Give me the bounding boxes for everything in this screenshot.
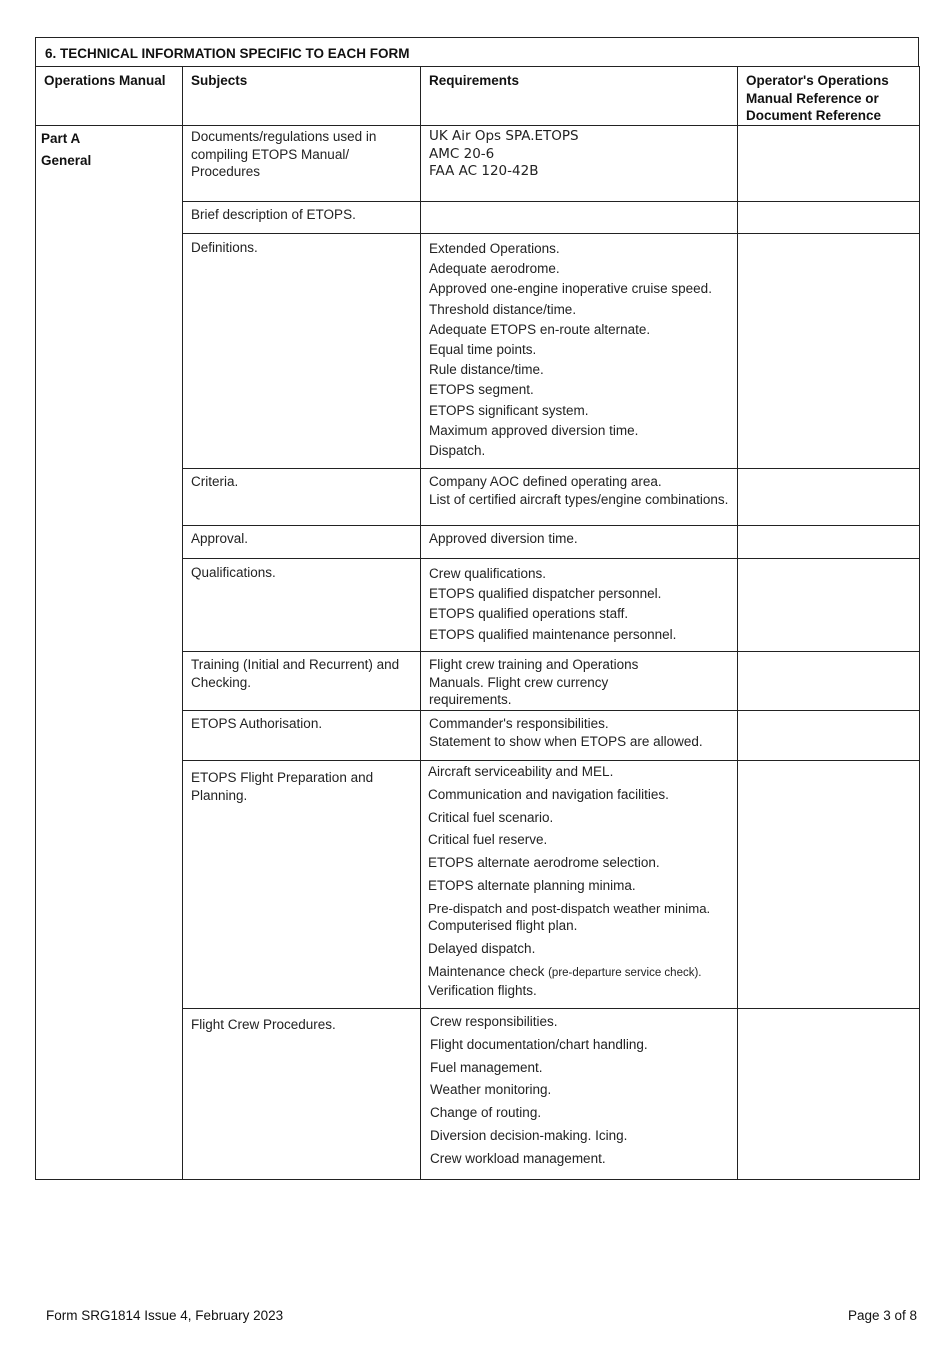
requirement-item: Critical fuel reserve. xyxy=(428,832,548,848)
requirements-cell xyxy=(421,559,738,652)
requirement-item: Delayed dispatch. xyxy=(428,940,536,956)
requirement-text: Maintenance check xyxy=(428,963,545,979)
technical-info-form xyxy=(35,37,919,1180)
reference-input[interactable] xyxy=(738,469,920,526)
requirements-cell xyxy=(421,711,738,761)
requirement-item: ETOPS qualified operations staff. xyxy=(429,606,629,622)
reference-input[interactable] xyxy=(738,711,920,761)
reference-input[interactable] xyxy=(738,652,920,711)
requirements-cell xyxy=(421,1009,738,1180)
subject-cell: Approval. xyxy=(183,526,421,559)
requirement-item: FAA AC 120-42B xyxy=(429,163,539,179)
subject-cell: Flight Crew Procedures. xyxy=(183,1009,421,1180)
requirement-item: Aircraft serviceability and MEL. xyxy=(428,764,614,779)
requirement-item: Flight crew training and Operations Manuals. Flight crew currency requirements. xyxy=(429,657,639,707)
requirement-item: Critical fuel scenario. xyxy=(428,809,554,825)
requirement-item: ETOPS qualified maintenance personnel. xyxy=(429,626,677,642)
requirement-item: Statement to show when ETOPS are allowed. xyxy=(429,733,703,749)
requirement-item: Fuel management. xyxy=(430,1059,543,1075)
reference-input[interactable] xyxy=(738,234,920,469)
requirement-item: Adequate aerodrome. xyxy=(429,261,560,277)
requirement-item: ETOPS qualified dispatcher personnel. xyxy=(429,586,662,602)
subject-cell: Definitions. xyxy=(183,234,421,469)
requirement-item xyxy=(428,963,735,982)
requirement-item: Company AOC defined operating area. xyxy=(429,474,662,489)
requirement-item: Crew responsibilities. xyxy=(430,1014,558,1029)
requirement-item: List of certified aircraft types/engine combinations. xyxy=(429,491,729,507)
requirement-item: Crew workload management. xyxy=(430,1150,606,1166)
reference-input[interactable] xyxy=(738,526,920,559)
requirements-cell xyxy=(421,234,738,469)
requirement-item: Rule distance/time. xyxy=(429,362,544,378)
part-cell xyxy=(36,126,183,1180)
requirement-item: Approved diversion time. xyxy=(429,531,578,546)
subject-cell: ETOPS Flight Preparation and Planning. xyxy=(183,761,421,1009)
requirements-table xyxy=(35,66,920,1180)
subject-cell: Brief description of ETOPS. xyxy=(183,202,421,234)
requirements-cell xyxy=(421,469,738,526)
requirement-item: Adequate ETOPS en-route alternate. xyxy=(429,321,651,337)
reference-input[interactable] xyxy=(738,559,920,652)
requirements-cell xyxy=(421,126,738,202)
requirement-item: ETOPS segment. xyxy=(429,382,534,398)
subject-cell: Qualifications. xyxy=(183,559,421,652)
requirement-item: AMC 20-6 xyxy=(429,145,495,162)
requirement-item: Communication and navigation facilities. xyxy=(428,786,669,802)
subject-cell: ETOPS Authorisation. xyxy=(183,711,421,761)
requirement-note: (pre-departure service check). xyxy=(548,966,702,979)
requirement-item: Approved one-engine inoperative cruise speed. xyxy=(429,281,712,297)
subject-cell: Documents/regulations used in compiling ETOPS Manual/ Procedures xyxy=(183,126,421,202)
requirements-cell xyxy=(421,526,738,559)
requirement-item: UK Air Ops SPA.ETOPS xyxy=(429,128,579,144)
requirements-cell xyxy=(421,202,738,234)
requirement-item: Threshold distance/time. xyxy=(429,301,577,317)
part-sublabel: General xyxy=(41,153,92,168)
header-operations-manual: Operations Manual xyxy=(36,67,183,126)
table-row xyxy=(36,126,920,202)
requirement-item: Computerised flight plan. xyxy=(428,917,578,933)
reference-input[interactable] xyxy=(738,202,920,234)
section-title: 6. TECHNICAL INFORMATION SPECIFIC TO EACH FORM xyxy=(35,37,919,66)
requirement-item: Flight documentation/chart handling. xyxy=(430,1036,648,1052)
header-reference: Operator's Operations Manual Reference or Document Reference xyxy=(738,67,920,126)
requirement-item: Extended Operations. xyxy=(429,241,560,256)
requirement-item: Maximum approved diversion time. xyxy=(429,422,639,438)
header-subjects: Subjects xyxy=(183,67,421,126)
requirements-cell xyxy=(421,652,738,711)
reference-input[interactable] xyxy=(738,1009,920,1180)
part-label: Part A xyxy=(41,131,81,146)
reference-input[interactable] xyxy=(738,126,920,202)
requirement-item: ETOPS alternate aerodrome selection. xyxy=(428,855,660,871)
requirement-item: Weather monitoring. xyxy=(430,1082,552,1098)
requirement-item: Crew qualifications. xyxy=(429,566,547,581)
requirement-item: Pre-dispatch and post-dispatch weather minima. xyxy=(428,900,711,916)
requirement-item: Diversion decision-making. Icing. xyxy=(430,1127,628,1143)
table-header-row xyxy=(36,67,920,126)
requirement-item: Commander's responsibilities. xyxy=(429,716,609,731)
requirements-cell xyxy=(421,761,738,1009)
subject-cell: Criteria. xyxy=(183,469,421,526)
reference-input[interactable] xyxy=(738,761,920,1009)
footer-form-id: Form SRG1814 Issue 4, February 2023 xyxy=(46,1308,284,1323)
requirement-item: Equal time points. xyxy=(429,342,537,358)
requirement-item: Change of routing. xyxy=(430,1105,542,1121)
requirement-item: Dispatch. xyxy=(429,443,486,459)
subject-cell: Training (Initial and Recurrent) and Checking. xyxy=(183,652,421,711)
requirement-item: ETOPS significant system. xyxy=(429,402,589,418)
requirement-item: ETOPS alternate planning minima. xyxy=(428,877,636,893)
footer-page-number: Page 3 of 8 xyxy=(847,1308,917,1323)
header-requirements: Requirements xyxy=(421,67,738,126)
requirement-item: Verification flights. xyxy=(428,982,537,998)
